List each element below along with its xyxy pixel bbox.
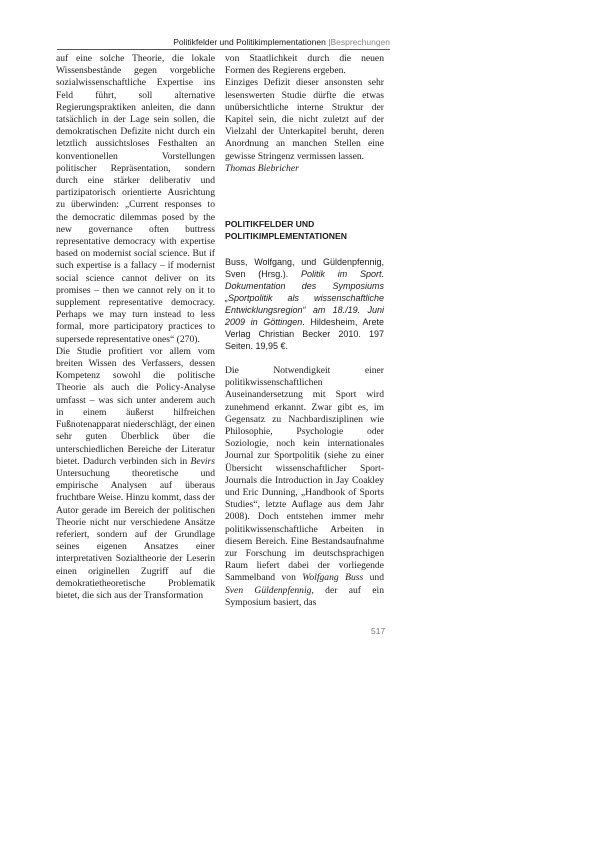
left-column <box>56 53 215 602</box>
editor-name-buss: Wolfgang Buss <box>302 572 364 584</box>
editor-name-gueldenpfennig: Sven Güldenpfennig <box>225 584 312 596</box>
header-separator: | <box>328 37 331 47</box>
running-header <box>173 37 390 47</box>
biblio-authors: Buss, Wolfgang, und Güldenpfennig, Sven (Hrsg.). <box>225 257 384 280</box>
right-paragraph-3-and: und <box>363 572 384 584</box>
right-paragraph-2: Einziges Defizit dieser ansonsten sehr lesenswerten Studie dürfte die etwas unübersichtliche interne Struktur der Kapitel sein, die nicht zuletzt auf der Vielzahl der Unterkapitel beruht, deren Anordnung an manchen Stellen eine gewisse Stringenz vermissen lassen. <box>225 77 384 162</box>
left-paragraph-2-text-b: Untersuchung theoretische und empirische Analysen auf überaus fruchtbare Weise. Hinzu kommt, dass der Autor gerade im Bereich der politischen Theorie nicht nur verschiedene Ansätze referiert, sondern auf der Grundlage seines eigenen Ansatzes einer interpretativen Sozialtheorie der Leserin einen originellen Zugriff auf die demokratietheoretische Problematik bietet, die sich aus der Transformation <box>56 467 215 601</box>
left-paragraph-2 <box>56 346 215 602</box>
right-paragraph-3-text-a: Die Notwendigkeit einer politikwissenschaftlichen Auseinandersetzung mit Sport wird zunehmend erkannt. Zwar gibt es, im Gegensatz zu Nachbardisziplinen wie Philosophie, Psychologie oder Soziologie, noch kein internationales Journal zur Sportpolitik (siehe zu einer Übersicht wissenschaftlicher Sport-Journals die Introduction in Jay Coakley und Eric Dunning, „Handbook of Sports Studies“, letzte Auflage aus dem Jahr 2008). Doch entstehen immer mehr politikwissenschaftliche Arbeiten in diesem Bereich. Eine Bestandsaufnahme zur Forschung im deutschsprachigen Raum liefert dabei der vorliegende Sammelband von <box>225 365 384 584</box>
biblio-title: Politik im Sport. Dokumentation des Symposiums „Sportpolitik als wissenschaftliche Entwicklungsregion“ am 18./19. Juni 2009 in Göttingen <box>225 269 384 328</box>
page-number: 517 <box>371 626 386 636</box>
header-rule <box>57 49 390 50</box>
bibliographic-entry <box>225 256 384 352</box>
header-title: Politikfelder und Politikimplementationen <box>173 37 326 47</box>
left-paragraph-1: auf eine solche Theorie, die lokale Wissensbestände gegen vorgebliche sozialwissenschaftliche Expertise ins Feld führt, soll alternative Regierungspraktiken anleiten, die dann tatsächlich in der Lage sein sollen, die demokratischen Defizite nicht durch ein letztlich aussichtsloses Festhalten an konventionellen Vorstellungen politischer Repräsentation, sondern durch eine stärker deliberativ und partizipatorisch orientierte Ausrichtung zu überwinden: „Current responses to the democratic dilemmas posed by the new governance often buttress representative democracy with expertise based on modernist social science. But if such expertise is a fallacy – if modernist social science cannot deliver on its promises – then we cannot rely on it to supplement representative democracy. Perhaps we may turn instead to less formal, more participatory practices to supersede representative ones“ (270). <box>56 53 215 345</box>
biblio-publisher: . Hildesheim, Arete Verlag Christian Becker 2010. 197 Seiten. 19,95 €. <box>225 317 384 352</box>
right-paragraph-3-text-b: , der auf ein Symposium basiert, das <box>225 584 384 608</box>
section-heading-line-2: POLITIKIMPLEMENTATIONEN <box>225 230 347 241</box>
right-paragraph-1: von Staatlichkeit durch die neuen Formen des Regierens ergeben. <box>225 53 384 77</box>
section-heading-line-1: POLITIKFELDER UND <box>225 219 315 230</box>
right-column <box>225 53 384 609</box>
header-section: Besprechungen <box>330 37 390 47</box>
author-name-bevir: Bevirs <box>190 455 215 467</box>
reviewer-signature: Thomas Biebricher <box>225 162 299 174</box>
left-paragraph-2-text-a: Die Studie profitiert vor allem vom breiten Wissen des Verfassers, dessen Kompetenz sowohl die politische Theorie als auch die Policy-Analyse umfasst – was sich unter anderem auch in einem äußerst hilfreichen Fußnotenapparat niederschlägt, der einen sehr guten Überblick über die unterschiedlichen Bereiche der Literatur bietet. Dadurch verbinden sich in <box>56 345 215 467</box>
right-paragraph-3 <box>225 365 384 609</box>
